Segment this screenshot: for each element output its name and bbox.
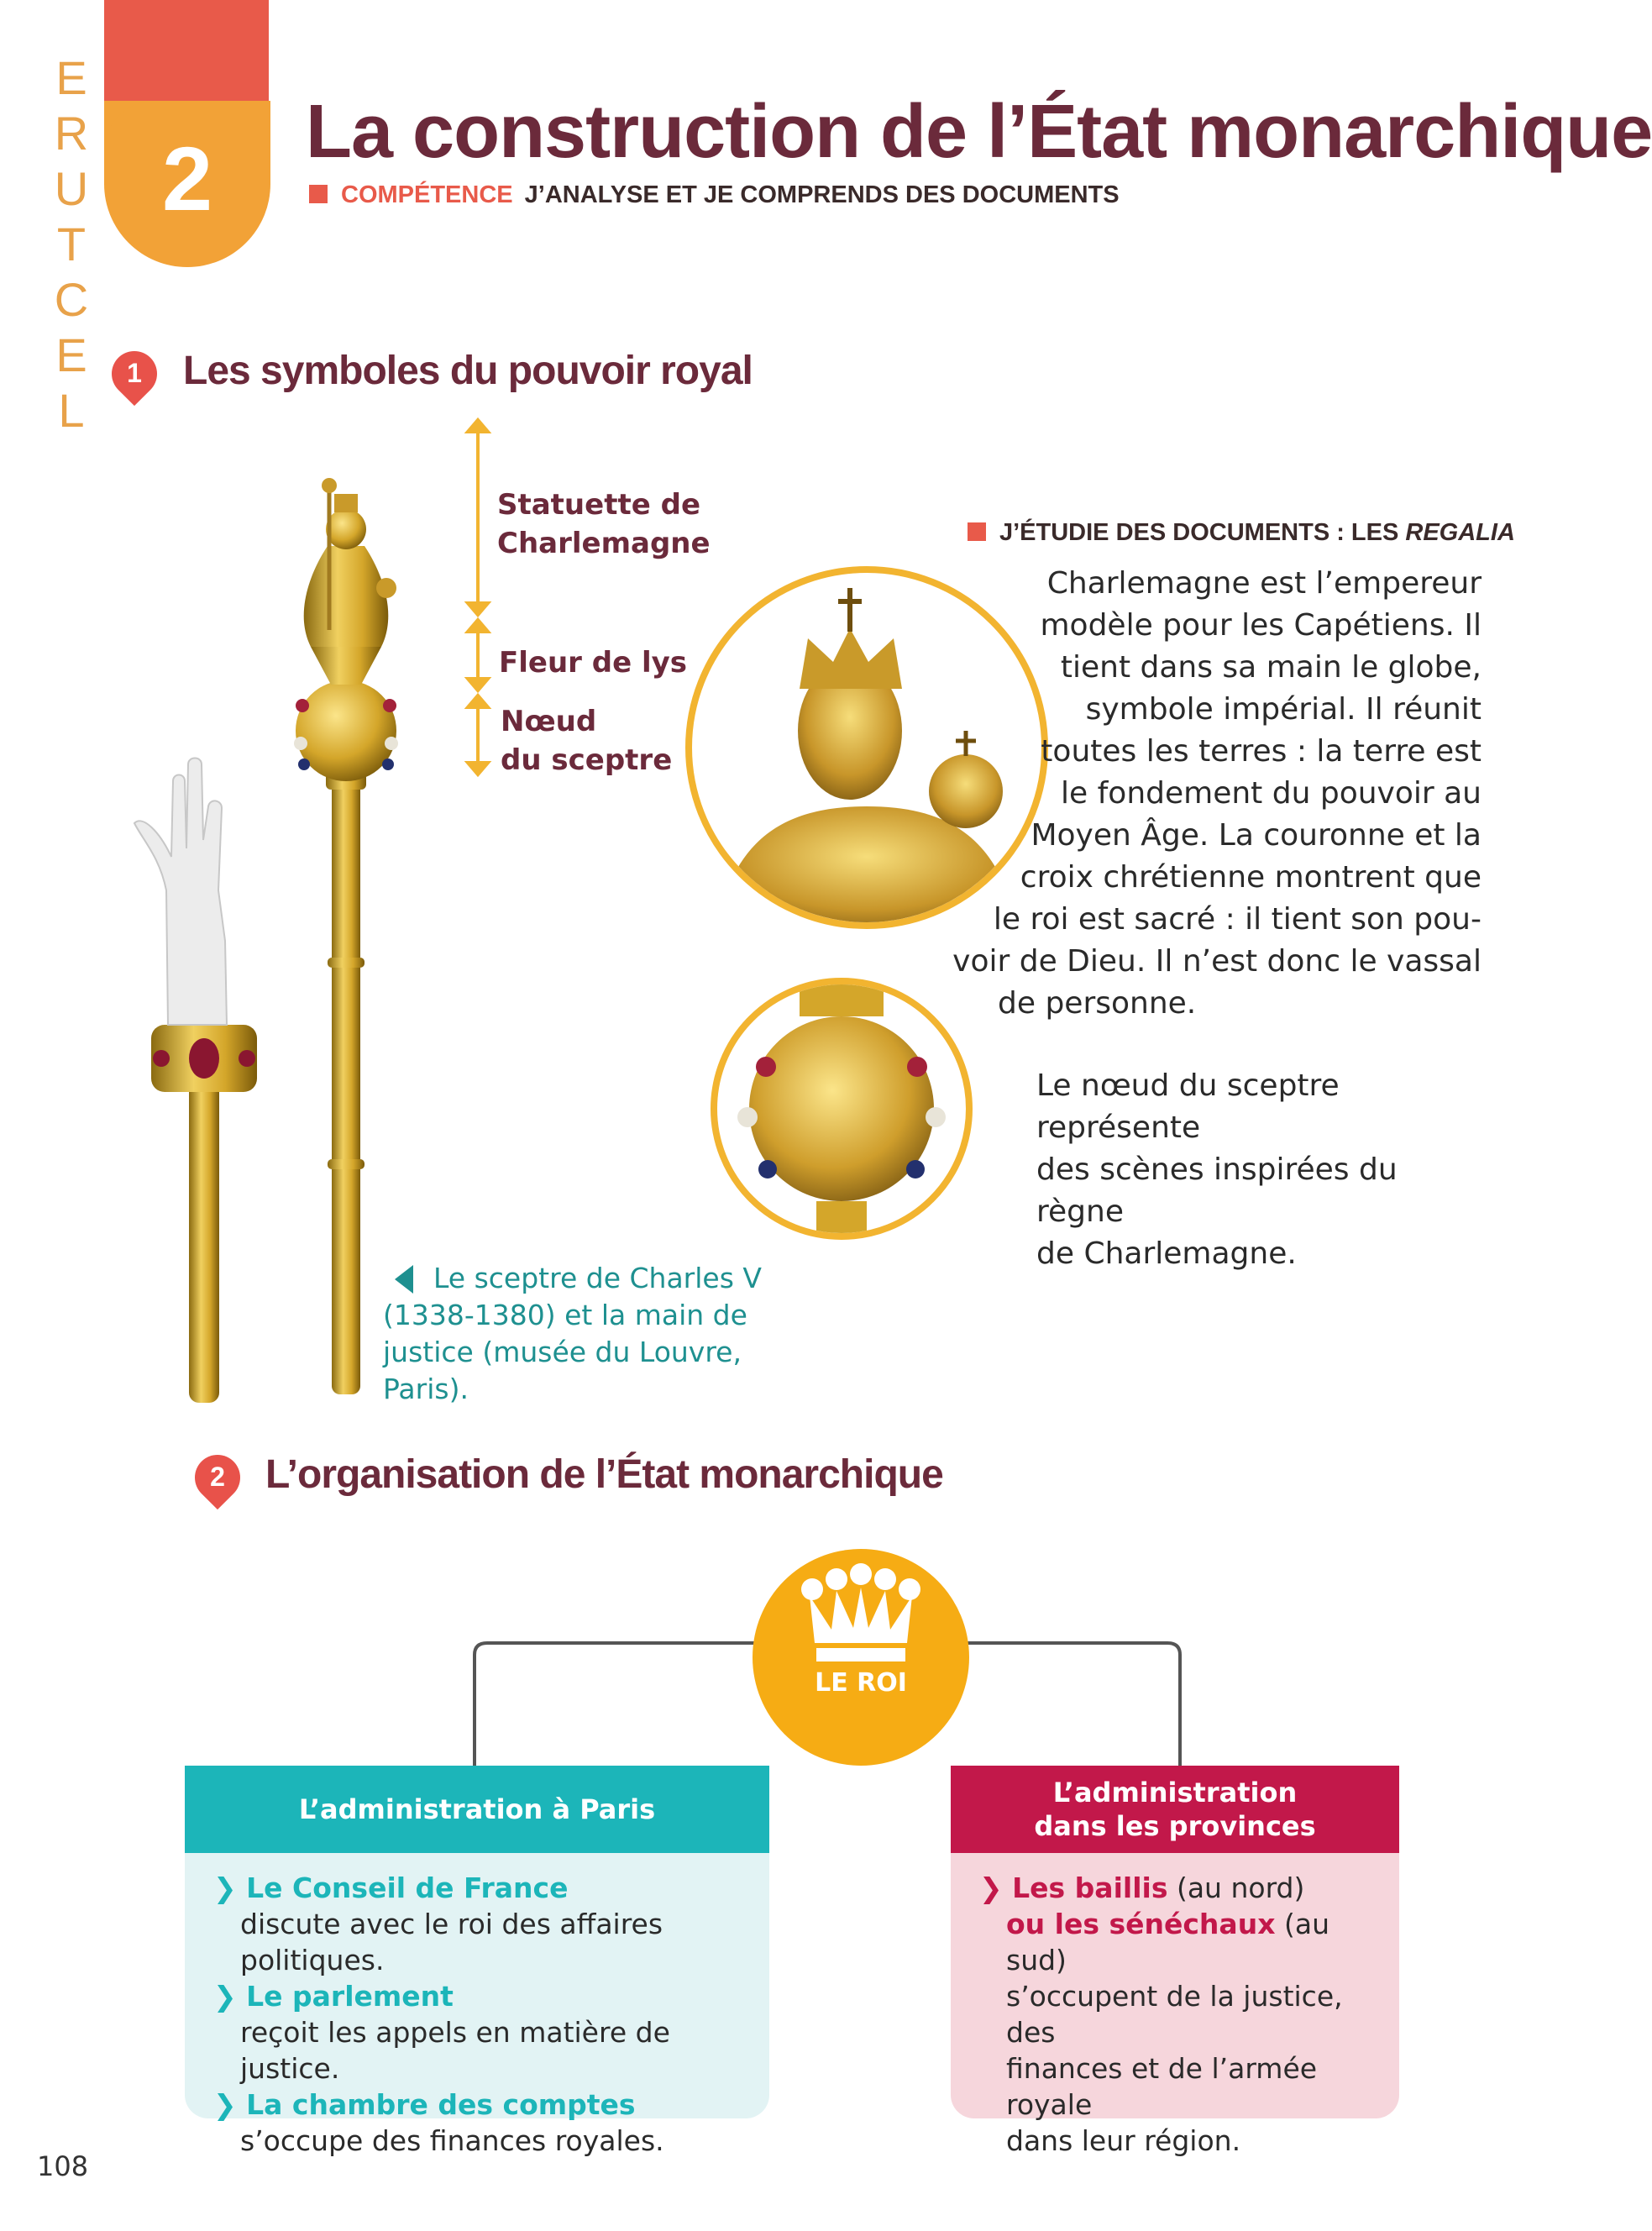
lecture-letter: E <box>55 328 87 381</box>
paris-admin-title: L’administration à Paris <box>298 1793 656 1825</box>
statuette <box>304 546 389 647</box>
item-desc: s’occupe des finances royales. <box>240 2124 664 2157</box>
paragraph-line: symbole impérial. Il réunit <box>1085 692 1482 727</box>
label-noeud <box>501 702 672 780</box>
label-arrows <box>465 420 490 790</box>
king-label: LE ROI <box>815 1668 907 1698</box>
item-desc: dans leur région. <box>1006 2124 1241 2157</box>
item-title: Le Conseil de France <box>246 1871 569 1904</box>
list-item <box>979 1870 1382 1906</box>
crown-icon <box>800 1562 922 1663</box>
item-title: Le parlement <box>246 1980 454 2013</box>
provinces-admin-header <box>951 1766 1399 1853</box>
paragraph-line: des scènes inspirées du règne <box>1036 1152 1398 1229</box>
competence-label: COMPÉTENCE <box>341 181 513 208</box>
paragraph-line: Le nœud du sceptre représente <box>1036 1068 1340 1145</box>
provinces-admin-box <box>951 1766 1399 2157</box>
paragraph-line: de Charlemagne. <box>1036 1236 1297 1271</box>
node-paragraph <box>1036 1065 1482 1275</box>
etude-label: J’ÉTUDIE DES DOCUMENTS : LES <box>999 519 1406 546</box>
lecture-letter: E <box>55 51 87 104</box>
page-number: 108 <box>37 2150 89 2182</box>
paragraph-line: de personne. <box>998 986 1197 1021</box>
item-title: ou les sénéchaux <box>1006 1908 1276 1940</box>
label-noeud-line: Nœud <box>501 705 597 738</box>
paragraph-line: tient dans sa main le globe, <box>1060 650 1482 685</box>
lecture-letter: U <box>54 162 89 215</box>
list-item <box>213 1870 744 1906</box>
competence-text: J’ANALYSE ET JE COMPRENDS DES DOCUMENTS <box>524 181 1120 208</box>
lecture-letter: C <box>54 273 89 326</box>
paragraph-line: voir de Dieu. Il n’est donc le vassal <box>952 944 1482 979</box>
square-bullet-icon <box>309 185 328 203</box>
list-item <box>213 2087 744 2123</box>
label-fleur-de-lys: Fleur de lys <box>499 646 688 680</box>
section1-number: 1 <box>127 358 142 388</box>
page-title: La construction de l’État monarchique <box>306 90 1652 174</box>
paragraph-line: le roi est sacré : il tient son pou- <box>993 902 1482 937</box>
section2-number: 2 <box>210 1462 225 1492</box>
item-title: Les baillis <box>1012 1871 1168 1904</box>
lecture-sidebar <box>34 50 109 437</box>
label-statuette-line: Statuette de <box>497 488 701 522</box>
hand-of-justice <box>134 759 227 1026</box>
chevron-right-icon: ❯ <box>213 2088 247 2121</box>
scepter-illustration <box>118 420 487 1403</box>
item-desc: finances et de l’armée royale <box>1006 2052 1318 2121</box>
label-noeud-line: du sceptre <box>501 743 673 777</box>
caption-line: Le sceptre de Charles V <box>433 1262 762 1294</box>
caption-line: (1338-1380) et la main de <box>383 1299 747 1331</box>
scepter-shaft <box>332 706 360 1394</box>
chevron-right-icon: ❯ <box>979 1871 1013 1904</box>
paragraph-line: Moyen Âge. La couronne et la <box>1031 818 1482 853</box>
paragraph-line: modèle pour les Capétiens. Il <box>1040 608 1482 643</box>
chevron-right-icon: ❯ <box>213 1871 247 1904</box>
label-statuette <box>497 486 711 563</box>
caption-line: justice (musée du Louvre, Paris). <box>383 1336 742 1405</box>
lesson-number: 2 <box>161 128 213 229</box>
item-title: La chambre des comptes <box>246 2088 636 2121</box>
image-caption <box>383 1260 820 1408</box>
provinces-admin-list <box>951 1853 1399 2159</box>
provinces-admin-title-line: dans les provinces <box>1034 1810 1316 1842</box>
section1-title: Les symboles du pouvoir royal <box>183 349 753 393</box>
scepter-node-detail-image <box>707 974 976 1243</box>
paragraph-line: le fondement du pouvoir au <box>1061 776 1482 811</box>
list-item <box>213 1978 744 2014</box>
lecture-letter: T <box>56 218 87 270</box>
item-desc: reçoit les appels en matière de justice. <box>240 2016 670 2085</box>
item-desc: discute avec le roi des affaires politiques. <box>240 1908 663 1976</box>
chevron-right-icon: ❯ <box>213 1980 247 2013</box>
lecture-letter: L <box>58 384 85 437</box>
paris-admin-header <box>185 1766 769 1853</box>
paris-admin-list <box>185 1853 769 2159</box>
item-desc: s’occupent de la justice, des <box>1006 1980 1343 2049</box>
paragraph-line: croix chrétienne montrent que <box>1020 860 1482 895</box>
lecture-letter: R <box>54 107 89 160</box>
provinces-admin-title-line: L’administration <box>1052 1777 1298 1808</box>
etude-heading <box>968 519 1515 547</box>
item-text: (au nord) <box>1167 1871 1305 1904</box>
section2-title: L’organisation de l’État monarchique <box>265 1452 943 1497</box>
paragraph-line: toutes les terres : la terre est <box>1041 734 1482 769</box>
square-bullet-icon <box>968 522 986 541</box>
label-statuette-line: Charlemagne <box>497 527 711 560</box>
paris-admin-box <box>185 1766 769 2157</box>
item-text: (au sud) <box>1006 1908 1329 1976</box>
regalia-paragraph <box>941 563 1482 1025</box>
competence-line <box>309 181 1120 209</box>
scepter-node <box>296 680 396 781</box>
etude-italic: REGALIA <box>1405 519 1515 546</box>
paragraph-line: Charlemagne est l’empereur <box>1046 566 1482 601</box>
